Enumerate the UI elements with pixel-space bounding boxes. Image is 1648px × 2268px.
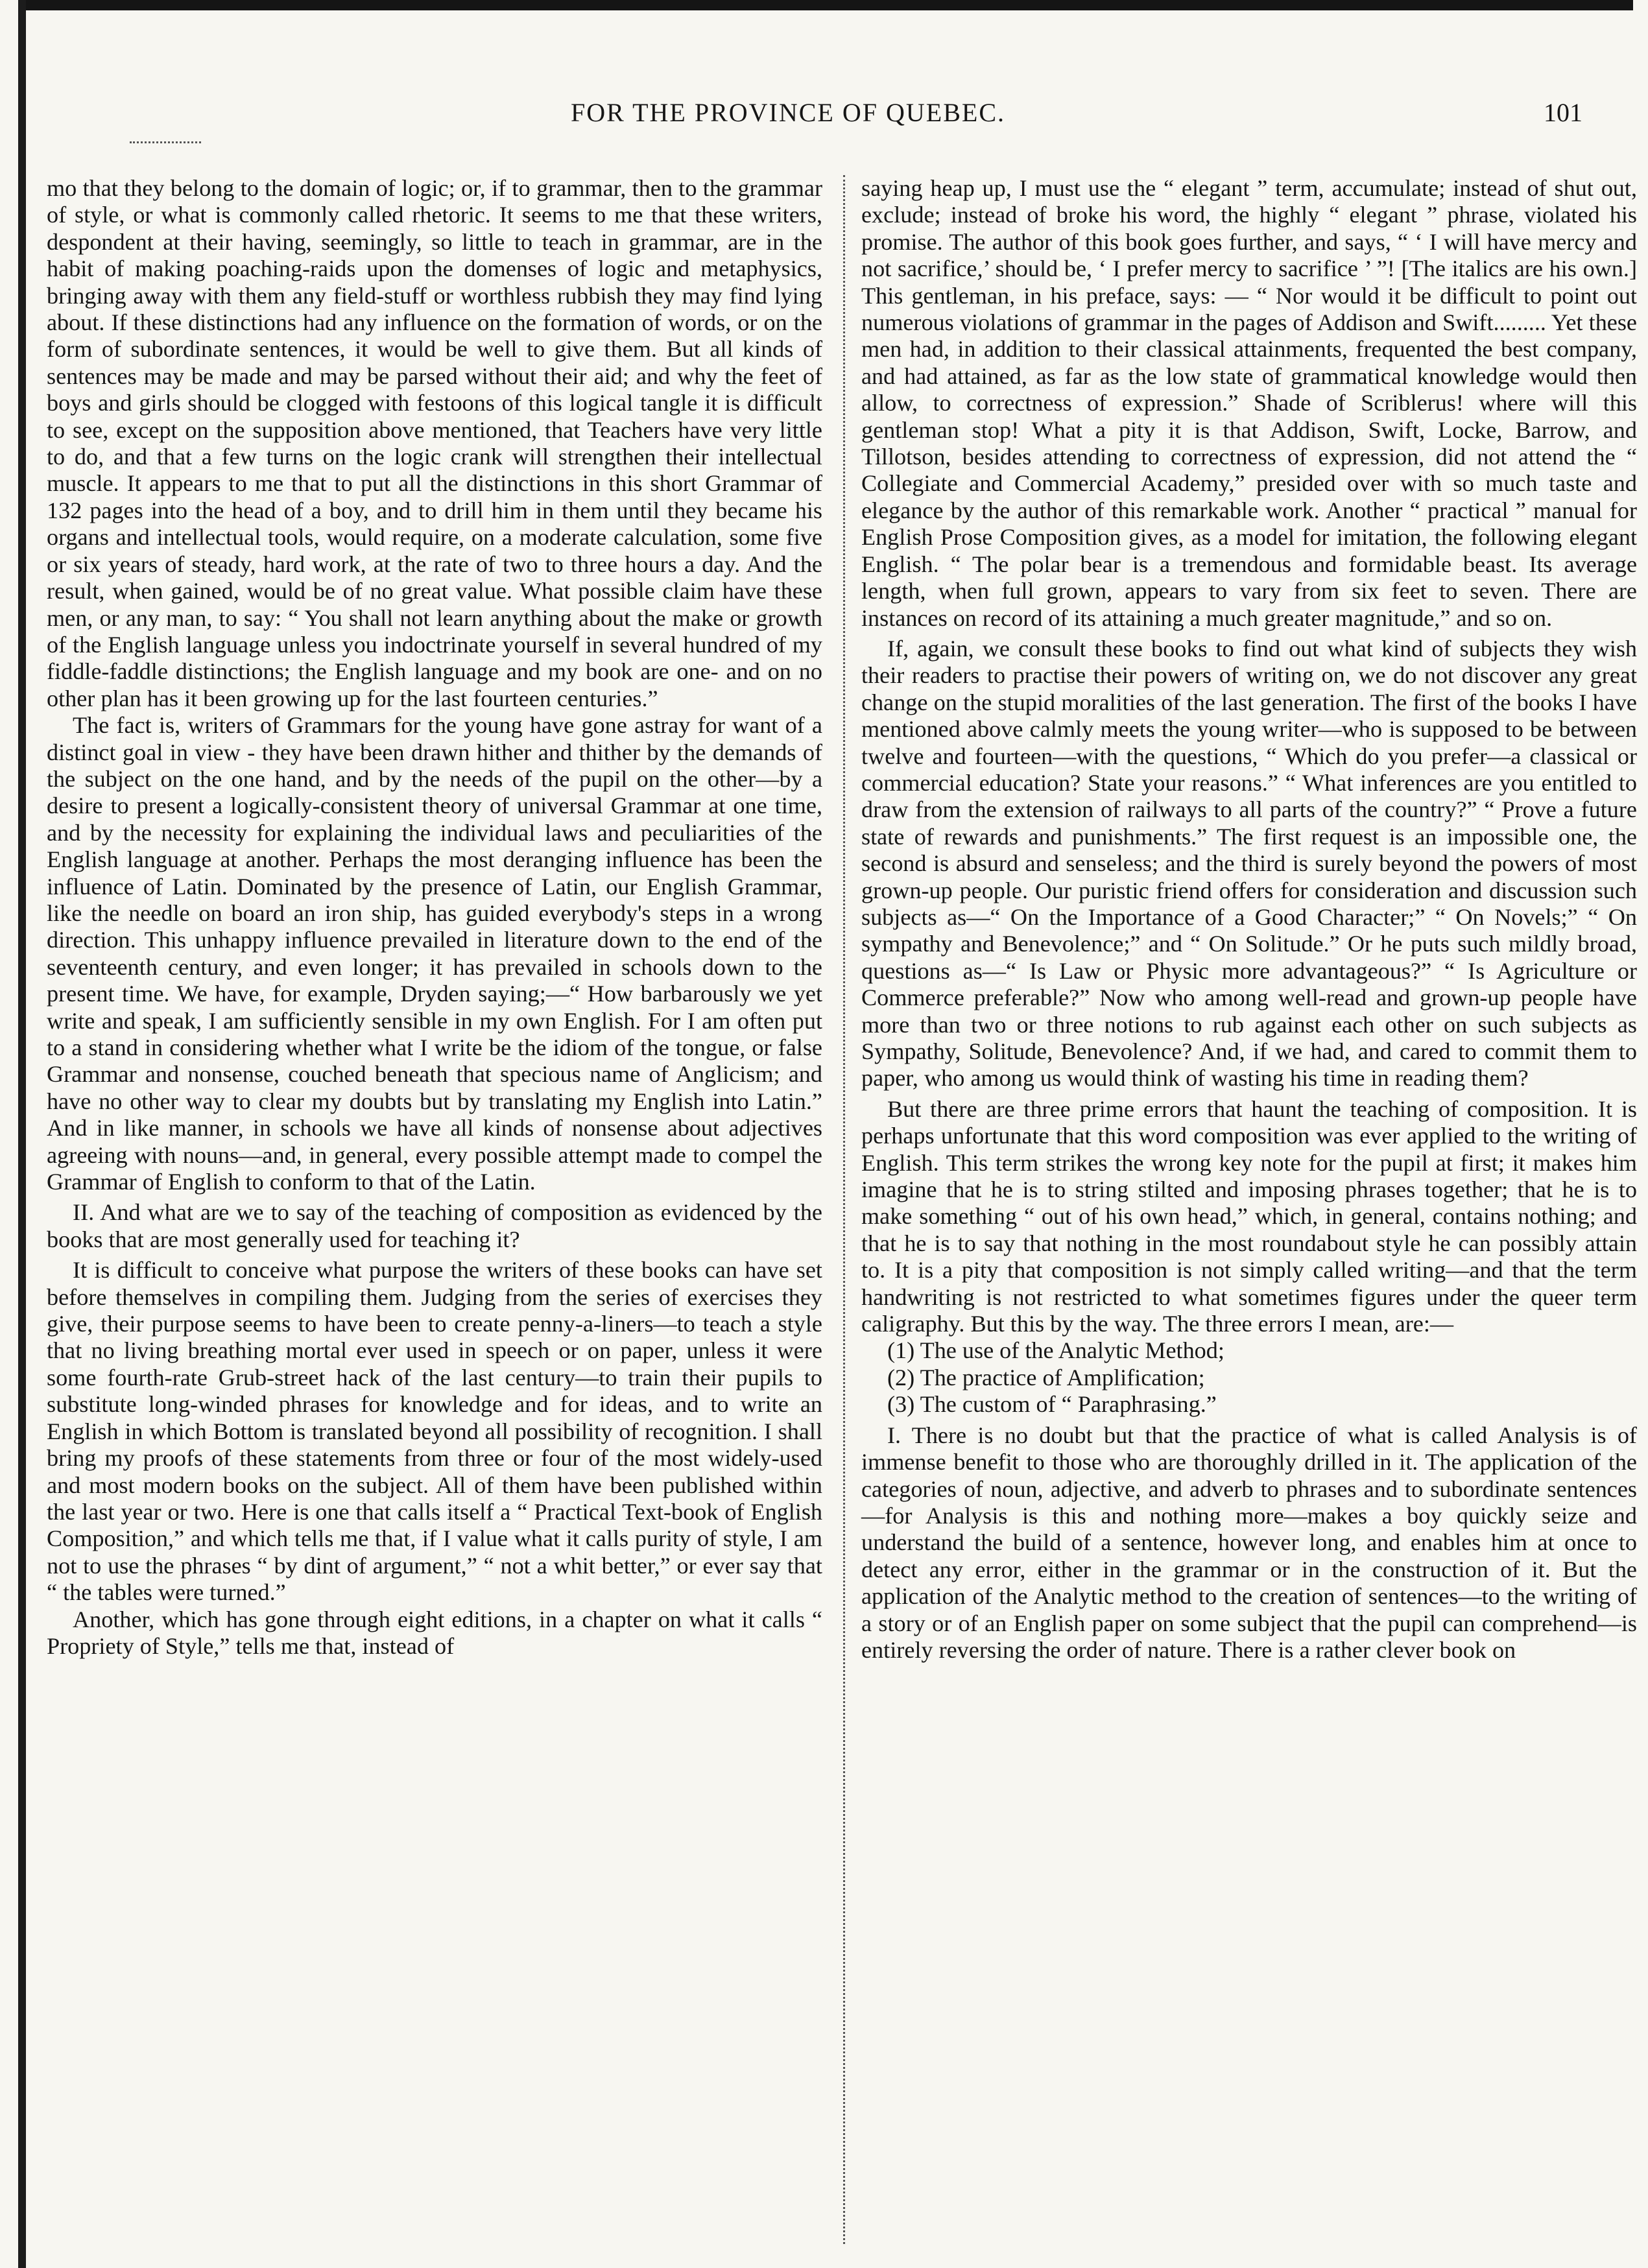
paragraph: mo that they belong to the domain of logic; or, if to grammar, then to the grammar of style, or what is commonly called rhetoric. It seems to me that these writers, despondent at their having, seemingly, so little to teach in grammar, are in the habit of making poaching-raids upon the domenses of logic and metaphysics, bringing away with them any field-stuff or worthless rubbish they may find lying about. If these distinctions had any influence on the formation of words, or on the form of subordinate sentences, it would be well to give them. But all kinds of sentences may be made and may be parsed without their aid; and why the feet of boys and girls should be clogged with festoons of this logical tangle it is difficult to see, except on the supposition above mentioned, that Teachers have very little to do, and that a few turns on the logic crank will strengthen their intellectual muscle. It appears to me that to put all the distinctions in this short Grammar of 132 pages into the head of a boy, and to drill him in them until they became his organs and intellectual tools, would require, on a moderate calculation, some five or six years of steady, hard work, at the rate of two to three hours a day. And the result, when gained, would be of no great value. What possible claim have these men, or any man, to say: “ You shall not learn anything about the make or growth of the English language unless you indoctrinate yourself in several hundred of my fiddle-faddle distinctions; the English language and my book are one- and on no other plan has it been growing up for the last fourteen centuries.”: [47, 175, 822, 711]
right-column: [861, 175, 1637, 1664]
paragraph: It is difficult to conceive what purpose the writers of these books can have set before themselves in compiling them. Judging from the series of exercises they give, their purpose seems to have been to create penny-a-liners—to teach a style that no living breathing mortal ever used in speech or on paper, unless it were some fourth-rate Grub-street hack of the last century—to train their pupils to substitute long-winded phrases for knowledge and for ideas, and to write an English in which Bottom is translated beyond all possibility of recognition. I shall bring my proofs of these statements from three or four of the most widely-used and most modern books on the subject. All of them have been published within the last year or two. Here is one that calls itself a “ Practical Text-book of English Composition,” and which tells me that, if I value what it calls purity of style, I am not to use the phrases “ by dint of argument,” “ not a whit better,” or ever say that “ the tables were turned.”: [47, 1257, 822, 1606]
left-border-rule: [18, 0, 26, 2268]
header-dotted-mark: [130, 141, 201, 143]
paragraph: The fact is, writers of Grammars for the young have gone astray for want of a distinct goal in view - they have been drawn hither and thither by the demands of the subject on the one hand, and by the needs of the pupil on the other—by a desire to present a logically-consistent theory of universal Grammar at one time, and by the necessity for explaining the individual laws and peculiarities of the English language at another. Perhaps the most deranging influence has been the influence of Latin. Dominated by the presence of Latin, our English Grammar, like the needle on board an iron ship, has guided everybody's steps in a wrong direction. This unhappy influence prevailed in literature down to the end of the seventeenth century, and even longer; it has prevailed in schools down to the present time. We have, for example, Dryden saying;—“ How barbarously we yet write and speak, I am sufficiently sensible in my own English. For I am often put to a stand in considering whether what I write be the idiom of the tongue, or false Grammar and nonsense, couched beneath that specious name of Anglicism; and have no other way to clear my doubts but by translating my English into Latin.” And in like manner, in schools we have all kinds of nonsense about adjectives agreeing with nouns—and, in general, every possible attempt made to compel the Grammar of English to conform to that of the Latin.: [47, 712, 822, 1195]
left-column: [47, 175, 822, 1660]
list-item: (2) The practice of Amplification;: [887, 1364, 1205, 1391]
list-item: (1) The use of the Analytic Method;: [887, 1337, 1224, 1364]
paragraph: Another, which has gone through eight editions, in a chapter on what it calls “ Propriety of Style,” tells me that, instead of: [47, 1606, 822, 1659]
paragraph: II. And what are we to say of the teaching of composition as evidenced by the books that are most generally used for teaching it?: [47, 1199, 822, 1252]
paragraph: But there are three prime errors that haunt the teaching of composition. It is perhaps unfortunate that this word composition was ever applied to the writing of English. This term strikes the wrong key note for the pupil at first; it makes him imagine that he is to string stilted and imposing phrases together; that he is to make something “ out of his own head,” which, in general, contains nothing; and that he is to say that nothing in the most roundabout style he can possibly attain to. It is a pity that composition is not simply called writing—and that the term handwriting is not restricted to what sometimes figures under the queer term caligraphy. But this by the way. The three errors I mean, are:—: [861, 1095, 1637, 1337]
numbered-list: [861, 1337, 1637, 1418]
paragraph: If, again, we consult these books to find out what kind of subjects they wish their readers to practise their powers of writing on, we do not discover any great change on the stupid moralities of the last generation. The first of the books I have mentioned above calmly meets the young writer—who is supposed to be between twelve and fourteen—with the questions, “ Which do you prefer—a classical or commercial education? State your reasons.” “ What inferences are you entitled to draw from the extension of railways to all parts of the country?” “ Prove a future state of rewards and punishments.” The first request is an impossible one, the second is absurd and senseless; and the third is surely beyond the powers of most grown-up people. Our puristic friend offers for consideration and discussion such subjects as—“ On the Importance of a Good Character;” “ On Novels;” “ On sympathy and Benevolence;” and “ On Solitude.” Or he puts such mildly broad, questions as—“ Is Law or Physic more advantageous?” “ Is Agriculture or Commerce preferable?” Now who among well-read and grown-up people have more than two or three notions to rub against each other on such subjects as Sympathy, Solitude, Benevolence? And, if we had, and cared to commit them to paper, who among us would think of wasting his time in reading them?: [861, 635, 1637, 1092]
paragraph: saying heap up, I must use the “ elegant ” term, accumulate; instead of shut out, exclude; instead of broke his word, the highly “ elegant ” phrase, violated his promise. The author of this book goes further, and says, “ ‘ I will have mercy and not sacrifice,’ should be, ‘ I prefer mercy to sacrifice ’ ”! [The italics are his own.] This gentleman, in his preface, says: — “ Nor would it be difficult to point out numerous violations of grammar in the pages of Addison and Swift......... Yet these men had, in addition to their classical attainments, frequented the best company, and had attained, as far as the low state of grammatical knowledge would then allow, to correctness of expression.” Shade of Scriblerus! where will this gentleman stop! What a pity it is that Addison, Swift, Locke, Barrow, and Tillotson, besides attending to correctness of expression, did not attend the “ Collegiate and Commercial Academy,” presided over with so much taste and elegance by the author of this remarkable work. Another “ practical ” manual for English Prose Composition gives, as a model for imitation, the following elegant English. “ The polar bear is a tremendous and formidable beast. Its average length, when full grown, appears to vary from six feet to seven. There are instances on record of its attaining a much greater magnitude,” and so on.: [861, 175, 1637, 631]
running-header: FOR THE PROVINCE OF QUEBEC.: [571, 98, 1005, 127]
page-number: 101: [1544, 98, 1582, 127]
paragraph: I. There is no doubt but that the practice of what is called Analysis is of immense benefit to those who are thoroughly drilled in it. The application of the categories of noun, adjective, and adverb to phrases and to subordinate sentences—for Analysis is this and nothing more—makes a boy quickly seize and understand the build of a sentence, however long, and enables him at once to detect any error, either in the grammar or in the construction of it. But the application of the Analytic method to the creation of sentences—to the writing of a story or of an English paper on some subject that the pupil can comprehend—is entirely reversing the order of nature. There is a rather clever book on: [861, 1422, 1637, 1663]
column-divider: [843, 175, 845, 2244]
top-border-rule: [18, 0, 1633, 10]
list-item: (3) The custom of “ Paraphrasing.”: [887, 1391, 1217, 1418]
